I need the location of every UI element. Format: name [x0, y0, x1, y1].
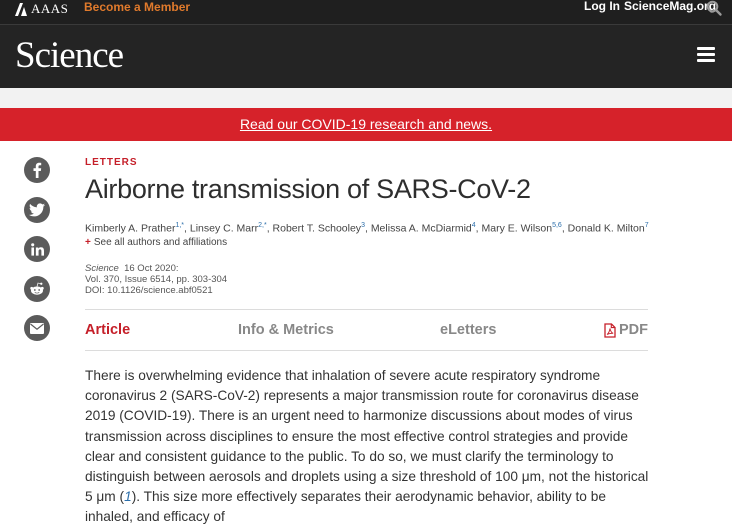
citation-link[interactable]: 1	[124, 489, 132, 505]
site-header	[0, 25, 732, 88]
author-name[interactable]: Melissa A. McDiarmid	[370, 222, 472, 235]
abstract-text-continued: ). This size more effectively separates their aerodynamic behavior, ability to be inhaled, and efficacy of	[85, 489, 606, 525]
social-share-rail	[24, 157, 50, 355]
covid-banner	[0, 108, 732, 141]
facebook-icon[interactable]	[24, 157, 50, 183]
login-link[interactable]: Log In	[584, 0, 620, 13]
aaas-mark-icon	[15, 3, 29, 16]
author-affiliation[interactable]: 4	[471, 222, 476, 229]
linkedin-icon[interactable]	[24, 236, 50, 262]
header-spacer	[0, 88, 732, 108]
aaas-label: AAAS	[31, 1, 69, 16]
tab-article[interactable]: Article	[85, 322, 131, 338]
abstract-text: There is overwhelming evidence that inhalation of severe acute respiratory syndrome coronavirus 2 (SARS-CoV-2) represents a major transmission route for coronavirus disease 2019 (COVID-19). There is an urgent need to harmonize discussions about modes of virus transmission across disciplines to ensure the most effective control strategies and provide clear and consistent guidance to the public. To do so, we must clarify the terminology to distinguish between aerosols and droplets using a size threshold of 100 μm, not the historical 5 μm (	[85, 368, 649, 505]
author-name[interactable]: Robert T. Schooley	[272, 222, 362, 235]
top-utility-bar	[0, 0, 732, 25]
volume-issue: Vol. 370, Issue 6514, pp. 303-304	[85, 274, 228, 285]
author-affiliation[interactable]: 7	[644, 222, 649, 229]
divider	[85, 350, 648, 351]
author-name[interactable]: Linsey C. Marr	[189, 222, 259, 235]
search-icon[interactable]	[706, 0, 722, 16]
hamburger-menu-icon[interactable]	[697, 47, 715, 62]
citation-meta	[85, 263, 227, 296]
science-logo[interactable]: Science	[15, 35, 124, 76]
author-affiliation[interactable]: 5,6	[552, 222, 562, 229]
author-name[interactable]: Donald K. Milton	[567, 222, 645, 235]
plus-icon: +	[85, 237, 91, 248]
see-all-label: See all authors and affiliations	[93, 237, 228, 248]
author-list: Kimberly A. Prather$^{1,*}$, Linsey C. Marr$^{2,*}$, Robert T. Schooley$^3$, Melissa A. McDiarmid$^4$, Mary E. Wilson$^{5,6}$, Donald K. Milton$^7$	[85, 222, 649, 235]
journal-name: Science	[85, 263, 119, 274]
aaas-logo[interactable]	[15, 2, 68, 16]
pdf-label: PDF	[619, 322, 648, 338]
reddit-icon[interactable]	[24, 276, 50, 302]
author-affiliation[interactable]: 1,*	[175, 222, 185, 229]
article-section-label[interactable]: LETTERS	[85, 157, 138, 168]
menu-bar	[697, 47, 715, 50]
menu-bar	[697, 53, 715, 56]
tab-info-metrics[interactable]: Info & Metrics	[238, 322, 334, 338]
sciencemag-link[interactable]: ScienceMag.org	[624, 0, 717, 13]
publication-date: 16 Oct 2020:	[124, 263, 179, 274]
author-affiliation[interactable]: 3	[361, 222, 365, 229]
pdf-file-icon	[604, 323, 616, 338]
pdf-download-link[interactable]	[604, 322, 648, 338]
menu-bar	[697, 59, 715, 62]
twitter-icon[interactable]	[24, 197, 50, 223]
article-tabs	[85, 318, 648, 344]
article-abstract	[85, 366, 650, 528]
covid-banner-link[interactable]: Read our COVID-19 research and news.	[239, 116, 493, 132]
email-icon[interactable]	[24, 315, 50, 341]
author-name[interactable]: Mary E. Wilson	[481, 222, 553, 235]
divider	[85, 309, 648, 310]
article-title: Airborne transmission of SARS-CoV-2	[85, 174, 531, 204]
author-name[interactable]: Kimberly A. Prather	[85, 222, 176, 235]
become-member-link[interactable]: Become a Member	[84, 0, 191, 14]
tab-eletters[interactable]: eLetters	[440, 322, 497, 338]
author-affiliation[interactable]: 2,*	[258, 222, 267, 229]
see-all-authors-link[interactable]	[85, 237, 227, 249]
doi[interactable]: DOI: 10.1126/science.abf0521	[85, 285, 213, 296]
